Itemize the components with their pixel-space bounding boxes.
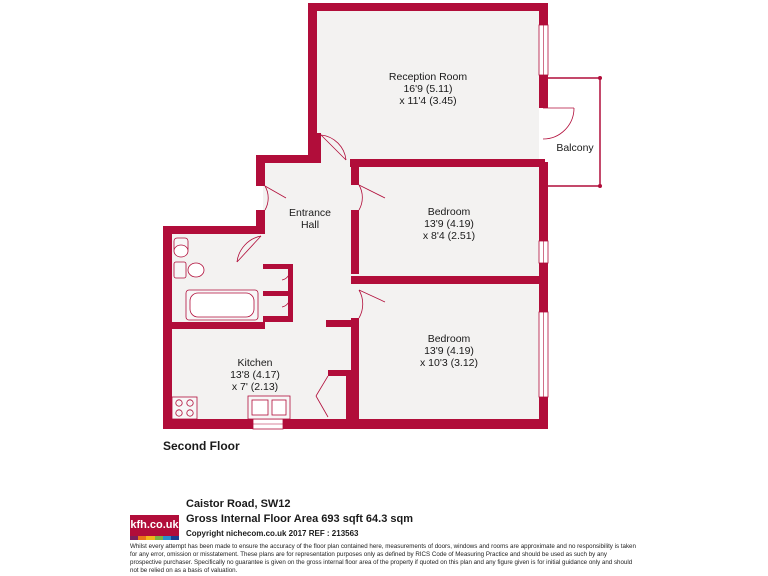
logo-stripe-5 bbox=[163, 536, 171, 540]
logo-stripe-2 bbox=[138, 536, 146, 540]
reception-room-dim-1: 16'9 (5.11) bbox=[403, 83, 453, 95]
logo-stripe-6 bbox=[171, 536, 179, 540]
property-address: Caistor Road, SW12 bbox=[186, 498, 291, 510]
bedroom-2-dim-1: 13'9 (4.19) bbox=[424, 345, 474, 357]
balcony-outline bbox=[546, 78, 600, 186]
bedroom-1-label bbox=[389, 206, 509, 242]
bedroom-2-dim-2: x 10'3 (3.12) bbox=[419, 357, 479, 369]
floor-area: Gross Internal Floor Area 693 sqft 64.3 sqm bbox=[186, 513, 414, 525]
floor-level-label: Second Floor bbox=[163, 439, 240, 453]
kitchen-name: Kitchen bbox=[237, 357, 273, 369]
bedroom-1-dim-1: 13'9 (4.19) bbox=[424, 218, 474, 230]
reception-room-name: Reception Room bbox=[388, 71, 468, 83]
logo-stripe-4 bbox=[155, 536, 163, 540]
entrance-hall-line-2: Hall bbox=[300, 219, 320, 231]
logo-stripe-3 bbox=[146, 536, 154, 540]
bedroom-2-label bbox=[389, 333, 509, 369]
kitchen-label bbox=[200, 357, 310, 393]
copyright: Copyright nichecom.co.uk 2017 REF : 213563 bbox=[186, 529, 359, 538]
bedroom-1-name: Bedroom bbox=[427, 206, 471, 218]
kfh-logo bbox=[130, 515, 179, 540]
logo-stripe-1 bbox=[130, 536, 138, 540]
bedroom-1-dim-2: x 8'4 (2.51) bbox=[422, 230, 476, 242]
reception-room-label bbox=[369, 71, 487, 107]
logo-text: kfh.co.uk bbox=[130, 515, 179, 536]
disclaimer: Whilst every attempt has been made to ensure the accuracy of the floor plan contained here, measurements of doors, windows and rooms are approximate and no responsibility is taken for any error, omission or misstatement. These plans are for representation purposes only as defined by RICS Code of Measuring Practice and should be used as such by any prospective purchaser. Specifically no guarantee is given on the gross internal floor area of the property if quoted on this plan and any figure given is for initial guidance only and should not be relied on as a basis of valuation. bbox=[130, 543, 636, 574]
balcony-name: Balcony bbox=[556, 142, 594, 154]
reception-room-dim-2: x 11'4 (3.45) bbox=[399, 95, 457, 107]
entrance-hall-line-1: Entrance bbox=[288, 207, 332, 219]
bedroom-2-name: Bedroom bbox=[427, 333, 471, 345]
kitchen-dim-2: x 7' (2.13) bbox=[231, 381, 279, 393]
balcony-label bbox=[551, 142, 599, 154]
kitchen-dim-1: 13'8 (4.17) bbox=[230, 369, 280, 381]
logo-stripe bbox=[130, 536, 179, 540]
entrance-hall-label bbox=[280, 207, 340, 231]
